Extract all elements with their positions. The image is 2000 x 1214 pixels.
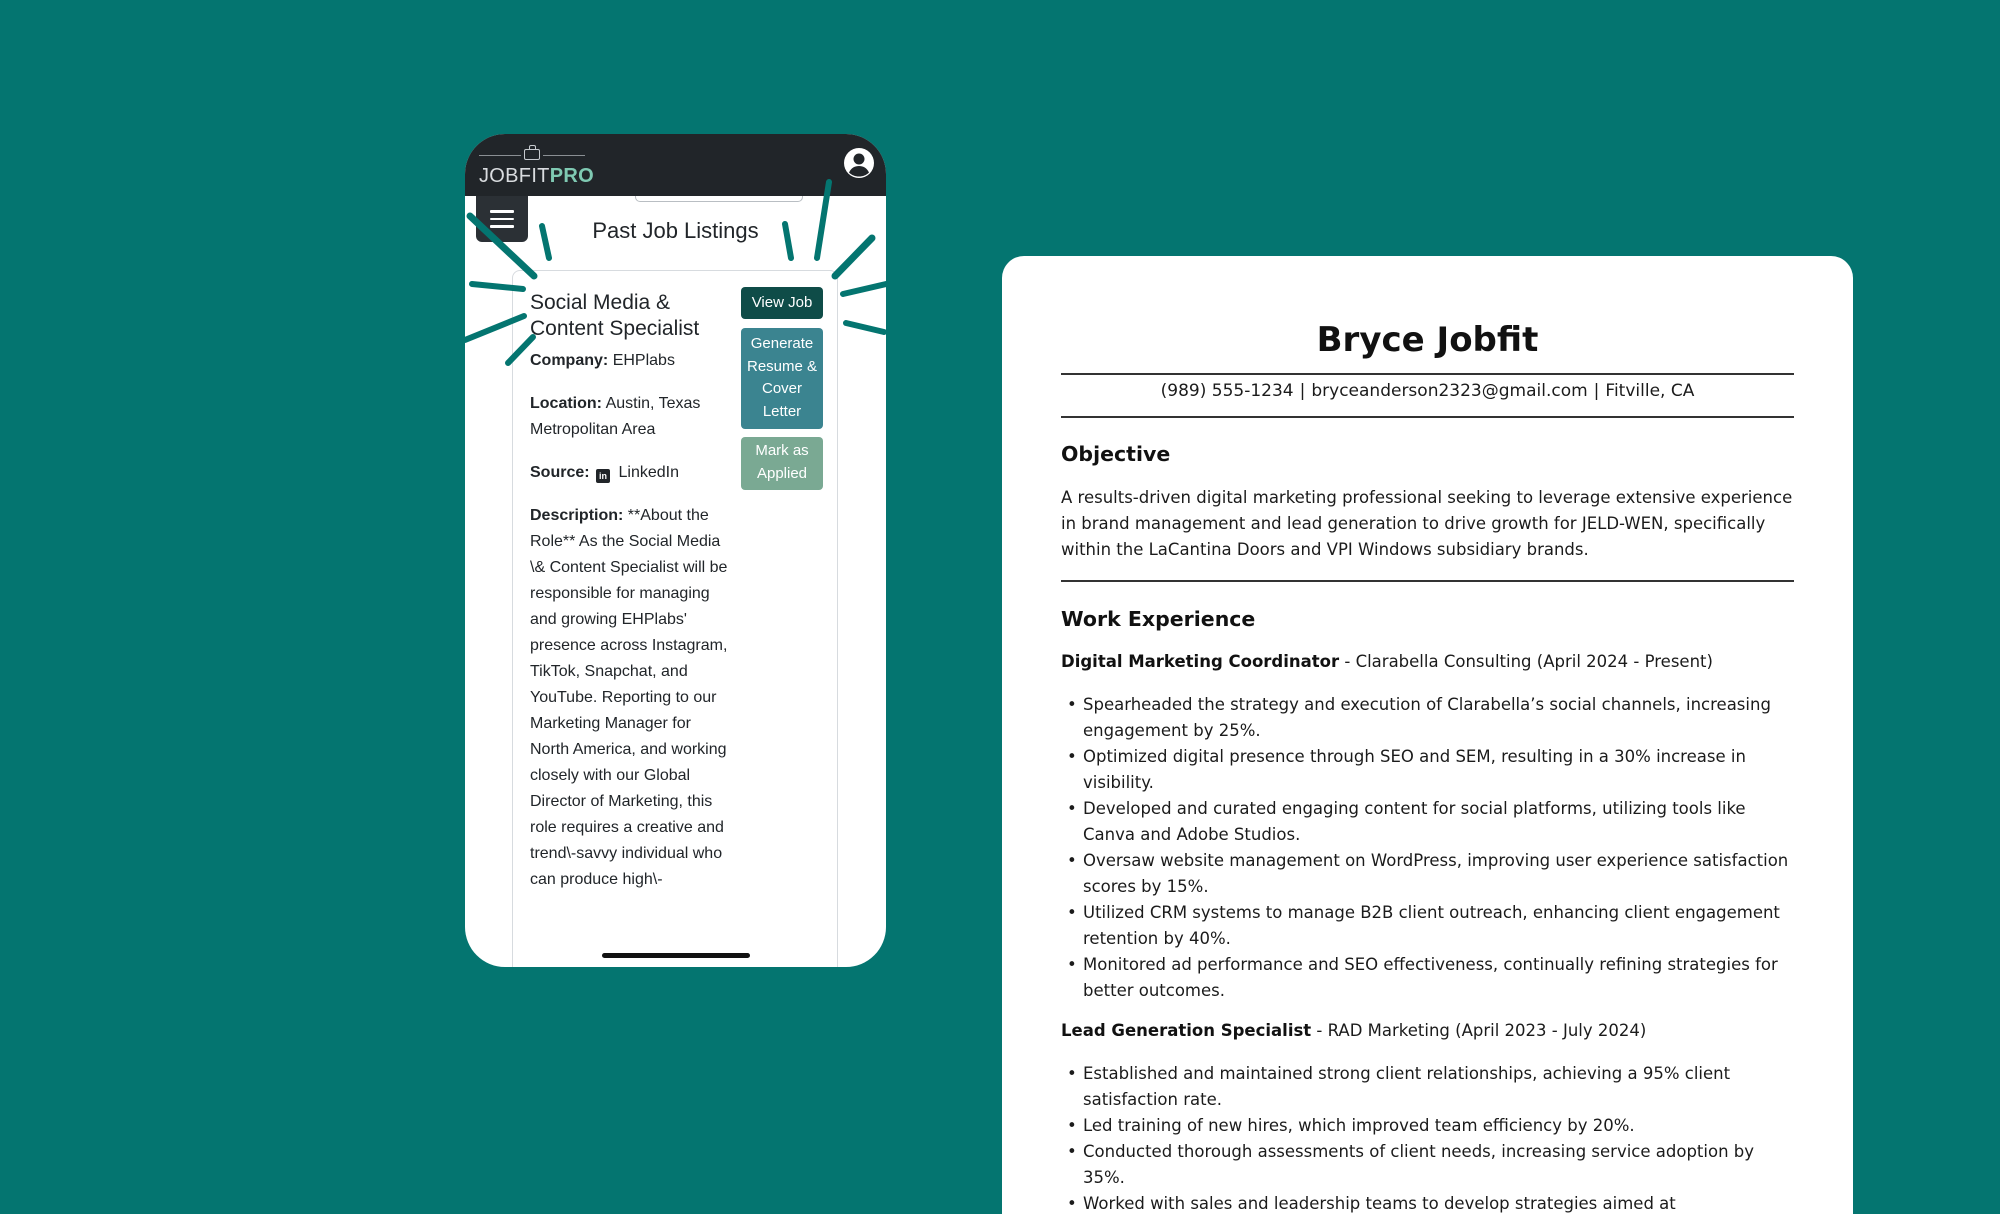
contact-location: Fitville, CA: [1605, 381, 1695, 401]
briefcase-icon: [524, 149, 540, 160]
job-entry-details: - Clarabella Consulting (April 2024 - Present): [1339, 652, 1713, 671]
linkedin-icon: in: [596, 469, 610, 483]
burst-stroke: [843, 284, 886, 294]
job-entry-title: Lead Generation Specialist: [1061, 1021, 1312, 1040]
list-item: • Established and maintained strong client relationships, achieving a 95% client satisfaction rate.: [1061, 1061, 1794, 1113]
description-label: Description:: [530, 507, 624, 524]
divider: [1061, 416, 1794, 418]
list-item: • Worked with sales and leadership teams to develop strategies aimed at: [1061, 1191, 1794, 1214]
home-indicator: [602, 953, 750, 958]
list-item: • Developed and curated engaging content for social platforms, utilizing tools like Canva and Adobe Studios.: [1061, 796, 1794, 848]
contact-phone: (989) 555-1234: [1160, 381, 1294, 401]
logo-rule-left: [479, 155, 521, 156]
logo-text-pro: PRO: [549, 165, 594, 187]
objective-text: A results-driven digital marketing professional seeking to leverage extensive experience in brand management and lead generation to drive growth for JELD-WEN, specifically within the LaCantina Doors and VPI Windows subsidiary brands.: [1061, 488, 1793, 559]
description-field: [530, 503, 730, 893]
resume-contact: [1002, 381, 1853, 401]
source-field: [530, 460, 730, 486]
job-title: Social Media & Content Specialist: [530, 291, 700, 340]
page-title: Past Job Listings: [592, 218, 759, 243]
description-value: **About the Role** As the Social Media \& Content Specialist will be responsible for managing and growing EHPlabs' presence across Instagram, TikTok, Snapchat, and YouTube. Reporting to our Marketing Manager for North America, and working closely with our Global Director of Marketing, this role requires a creative and trend\-savvy individual who can produce high\-: [530, 507, 728, 888]
job-entry-title: Digital Marketing Coordinator: [1061, 652, 1340, 671]
location-field: [530, 391, 730, 443]
mark-as-applied-button[interactable]: Mark as Applied: [741, 437, 823, 490]
objective-heading: Objective: [1061, 442, 1171, 466]
company-label: Company:: [530, 352, 609, 369]
job-entry-details: - RAD Marketing (April 2023 - July 2024): [1311, 1021, 1647, 1040]
divider: [1061, 580, 1794, 582]
contact-separator: |: [1299, 381, 1306, 401]
job-entry-heading: [1061, 1018, 1794, 1044]
job-listing-card: [512, 270, 838, 967]
source-label: Source:: [530, 464, 590, 481]
list-item: • Optimized digital presence through SEO and SEM, resulting in a 30% increase in visibility.: [1061, 744, 1794, 796]
menu-icon-bar: [490, 210, 514, 213]
list-item: • Conducted thorough assessments of client needs, increasing service adoption by 35%.: [1061, 1139, 1794, 1191]
location-label: Location:: [530, 395, 602, 412]
list-item: • Utilized CRM systems to manage B2B client outreach, enhancing client engagement retention by 40%.: [1061, 900, 1794, 952]
user-account-icon[interactable]: [842, 146, 876, 180]
job-bullet-list: [1061, 692, 1794, 1004]
search-input[interactable]: [635, 196, 803, 202]
burst-stroke: [846, 323, 884, 332]
contact-email: bryceanderson2323@gmail.com: [1311, 381, 1588, 401]
phone-mockup: [465, 134, 886, 967]
logo-rule-right: [543, 155, 585, 156]
logo-text-jobfit: JOBFIT: [479, 165, 550, 187]
company-value: EHPlabs: [612, 352, 675, 369]
source-value: LinkedIn: [618, 464, 679, 481]
list-item: • Oversaw website management on WordPress, improving user experience satisfaction scores by 15%.: [1061, 848, 1794, 900]
logo-text: [479, 165, 594, 188]
job-bullet-list: [1061, 1061, 1794, 1214]
generate-resume-cover-letter-button[interactable]: Generate Resume & Cover Letter: [741, 328, 823, 429]
resume-name: Bryce Jobfit: [1316, 320, 1539, 360]
contact-separator: |: [1593, 381, 1600, 401]
app-header: [465, 134, 886, 196]
list-item: • Spearheaded the strategy and execution of Clarabella’s social channels, increasing engagement by 25%.: [1061, 692, 1794, 744]
jobfitpro-logo[interactable]: [479, 142, 594, 190]
view-job-button[interactable]: View Job: [741, 287, 823, 319]
job-entry-heading: [1061, 649, 1794, 675]
resume-preview: [1002, 256, 1853, 1214]
list-item: • Led training of new hires, which improved team efficiency by 20%.: [1061, 1113, 1794, 1139]
company-field: [530, 348, 730, 374]
list-item: • Monitored ad performance and SEO effectiveness, continually refining strategies for better outcomes.: [1061, 952, 1794, 1004]
location-value: Austin, Texas Metropolitan Area: [530, 395, 701, 438]
work-experience-heading: Work Experience: [1061, 607, 1256, 631]
divider: [1061, 373, 1794, 375]
